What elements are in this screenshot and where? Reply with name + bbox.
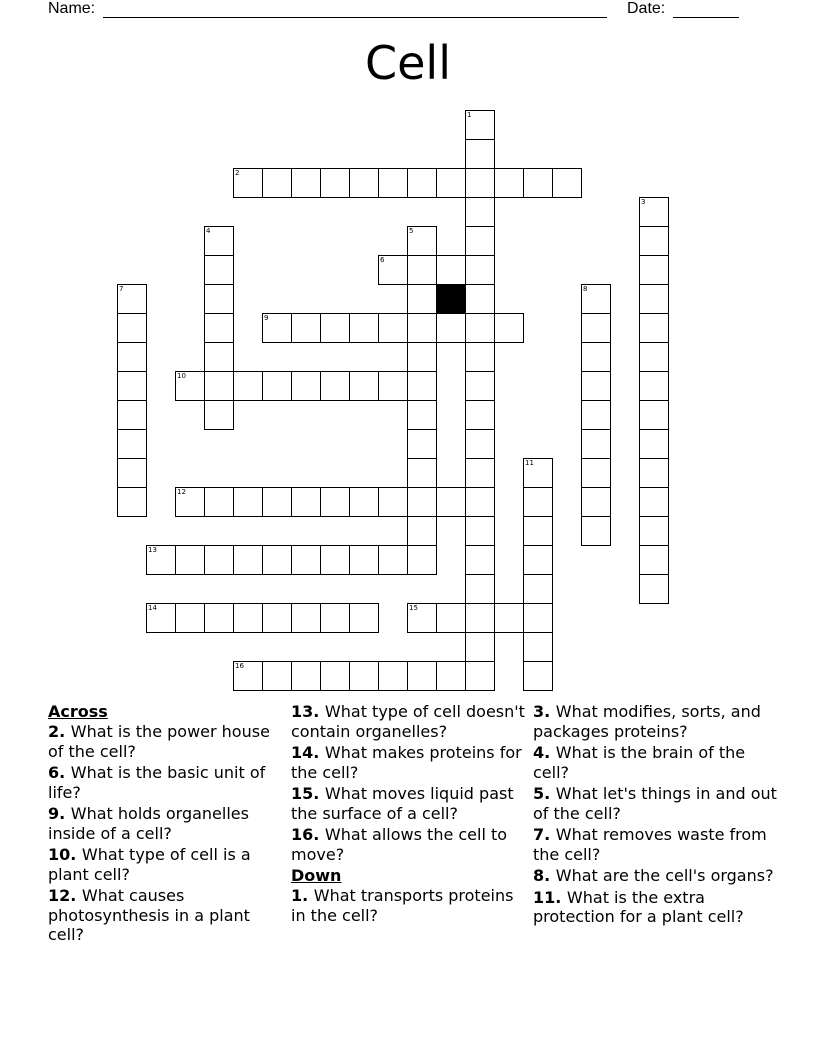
crossword-cell[interactable] xyxy=(378,545,408,575)
clue-number: 14 xyxy=(148,604,157,612)
crossword-cell[interactable] xyxy=(523,458,553,488)
crossword-cell[interactable] xyxy=(465,284,495,314)
crossword-cell[interactable] xyxy=(262,168,292,198)
crossword-cell[interactable] xyxy=(436,168,466,198)
crossword-cell[interactable] xyxy=(407,168,437,198)
crossword-cell[interactable] xyxy=(175,487,205,517)
clue-num: 11. xyxy=(533,887,567,907)
crossword-cell[interactable] xyxy=(639,429,669,459)
clue-item xyxy=(533,702,783,741)
crossword-cell[interactable] xyxy=(407,661,437,691)
crossword-cell[interactable] xyxy=(523,661,553,691)
crossword-cell[interactable] xyxy=(639,400,669,430)
clue-number: 2 xyxy=(235,169,240,177)
crossword-cell[interactable] xyxy=(291,313,321,343)
crossword-cell[interactable] xyxy=(262,313,292,343)
crossword-cell[interactable] xyxy=(581,371,611,401)
crossword-cell[interactable] xyxy=(291,661,321,691)
crossword-cell[interactable] xyxy=(581,458,611,488)
clue-num: 1. xyxy=(291,886,314,905)
crossword-cell[interactable] xyxy=(407,284,437,314)
crossword-cell[interactable] xyxy=(581,313,611,343)
crossword-cell[interactable] xyxy=(233,661,263,691)
crossword-cell[interactable] xyxy=(552,168,582,198)
clue-num: 3. xyxy=(533,702,556,721)
crossword-cell[interactable] xyxy=(581,400,611,430)
date-label: Date: xyxy=(627,0,666,17)
crossword-cell[interactable] xyxy=(639,313,669,343)
clues-column-2 xyxy=(291,702,531,927)
crossword-cell[interactable] xyxy=(204,313,234,343)
crossword-cell[interactable] xyxy=(117,284,147,314)
crossword-cell[interactable] xyxy=(407,603,437,633)
crossword-cell[interactable] xyxy=(349,545,379,575)
clue-text: What makes proteins for the cell? xyxy=(291,743,522,782)
crossword-cell[interactable] xyxy=(581,429,611,459)
crossword-cell[interactable] xyxy=(523,487,553,517)
crossword-cell[interactable] xyxy=(436,313,466,343)
crossword-cell[interactable] xyxy=(465,632,495,662)
crossword-cell[interactable] xyxy=(204,487,234,517)
crossword-cell[interactable] xyxy=(494,313,524,343)
crossword-cell[interactable] xyxy=(436,487,466,517)
crossword-cell[interactable] xyxy=(291,168,321,198)
crossword-cell[interactable] xyxy=(117,400,147,430)
clue-number: 11 xyxy=(525,459,534,467)
crossword-cell[interactable] xyxy=(465,487,495,517)
clue-item xyxy=(48,804,288,843)
clue-num: 10. xyxy=(48,845,82,864)
crossword-cell[interactable] xyxy=(494,168,524,198)
clue-number: 7 xyxy=(119,285,124,293)
crossword-cell[interactable] xyxy=(349,487,379,517)
crossword-cell[interactable] xyxy=(465,168,495,198)
crossword-cell[interactable] xyxy=(407,313,437,343)
clue-text: What modifies, sorts, and packages proteins? xyxy=(533,702,761,741)
crossword-cell[interactable] xyxy=(581,284,611,314)
clue-number: 6 xyxy=(380,256,385,264)
clue-num: 4. xyxy=(533,743,556,762)
crossword-cell[interactable] xyxy=(117,429,147,459)
clue-item xyxy=(48,722,288,761)
crossword-cell[interactable] xyxy=(117,313,147,343)
clue-number: 4 xyxy=(206,227,211,235)
crossword-cell[interactable] xyxy=(523,574,553,604)
clue-num: 15. xyxy=(291,784,325,803)
clue-text: What is the brain of the cell? xyxy=(533,743,746,782)
clue-number: 12 xyxy=(177,488,186,496)
clue-num: 16. xyxy=(291,825,325,844)
crossword-cell[interactable] xyxy=(117,458,147,488)
crossword-cell[interactable] xyxy=(465,429,495,459)
clue-text: What holds organelles inside of a cell? xyxy=(48,804,249,843)
crossword-cell[interactable] xyxy=(146,545,176,575)
crossword-cell[interactable] xyxy=(494,603,524,633)
crossword-cell[interactable] xyxy=(320,168,350,198)
crossword-cell[interactable] xyxy=(465,226,495,256)
crossword-cell[interactable] xyxy=(465,371,495,401)
name-label: Name: xyxy=(48,0,96,17)
crossword-cell[interactable] xyxy=(378,487,408,517)
crossword-cell[interactable] xyxy=(523,516,553,546)
crossword-cell[interactable] xyxy=(639,197,669,227)
crossword-cell[interactable] xyxy=(407,400,437,430)
crossword-cell[interactable] xyxy=(204,371,234,401)
down-heading: Down xyxy=(291,866,342,885)
clue-item xyxy=(291,886,531,925)
crossword-cell[interactable] xyxy=(204,284,234,314)
clue-number: 13 xyxy=(148,546,157,554)
crossword-cell[interactable] xyxy=(349,371,379,401)
crossword-cell[interactable] xyxy=(581,342,611,372)
crossword-cell[interactable] xyxy=(465,516,495,546)
crossword-cell[interactable] xyxy=(407,516,437,546)
clue-number: 10 xyxy=(177,372,186,380)
clue-text: What is the power house of the cell? xyxy=(48,722,270,761)
crossword-cell[interactable] xyxy=(639,458,669,488)
crossword-cell[interactable] xyxy=(407,342,437,372)
clue-item xyxy=(533,888,783,927)
crossword-cell[interactable] xyxy=(465,139,495,169)
crossword-cell[interactable] xyxy=(639,574,669,604)
clue-text: What type of cell doesn't contain organelles? xyxy=(291,702,525,741)
crossword-cell[interactable] xyxy=(349,661,379,691)
clue-text: What let's things in and out of the cell? xyxy=(533,784,777,823)
crossword-cell[interactable] xyxy=(639,342,669,372)
crossword-cell[interactable] xyxy=(407,226,437,256)
crossword-cell[interactable] xyxy=(204,545,234,575)
clue-item xyxy=(291,743,531,782)
crossword-cell[interactable] xyxy=(465,400,495,430)
crossword-cell[interactable] xyxy=(639,516,669,546)
crossword-cell[interactable] xyxy=(407,458,437,488)
clue-text: What transports proteins in the cell? xyxy=(291,886,514,925)
crossword-cell[interactable] xyxy=(320,661,350,691)
clue-num: 5. xyxy=(533,784,556,803)
clue-text: What removes waste from the cell? xyxy=(533,825,767,864)
crossword-cell[interactable] xyxy=(465,458,495,488)
clue-num: 6. xyxy=(48,763,71,782)
crossword-cell[interactable] xyxy=(233,603,263,633)
crossword-cell[interactable] xyxy=(407,487,437,517)
crossword-cell[interactable] xyxy=(639,545,669,575)
clue-num: 8. xyxy=(533,866,556,885)
across-heading: Across xyxy=(48,702,108,721)
crossword-cell[interactable] xyxy=(465,110,495,140)
crossword-cell[interactable] xyxy=(523,632,553,662)
crossword-cell[interactable] xyxy=(378,313,408,343)
crossword-cell[interactable] xyxy=(117,371,147,401)
crossword-cell[interactable] xyxy=(407,545,437,575)
clue-text: What allows the cell to move? xyxy=(291,825,508,864)
crossword-cell[interactable] xyxy=(204,400,234,430)
crossword-cell[interactable] xyxy=(436,255,466,285)
crossword-cell[interactable] xyxy=(581,516,611,546)
crossword-cell[interactable] xyxy=(204,342,234,372)
clue-num: 14. xyxy=(291,743,325,762)
clue-text: What are the cell's organs? xyxy=(555,866,774,885)
crossword-cell[interactable] xyxy=(291,545,321,575)
crossword-cell[interactable] xyxy=(639,284,669,314)
crossword-cell[interactable] xyxy=(465,342,495,372)
crossword-cell[interactable] xyxy=(523,168,553,198)
crossword-cell[interactable] xyxy=(378,661,408,691)
crossword-cell[interactable] xyxy=(262,371,292,401)
page-title: Cell xyxy=(365,36,451,90)
crossword-cell[interactable] xyxy=(320,487,350,517)
clue-item xyxy=(533,743,783,782)
crossword-cell[interactable] xyxy=(262,487,292,517)
clue-num: 7. xyxy=(533,825,556,844)
crossword-cell[interactable] xyxy=(639,226,669,256)
crossword-cell[interactable] xyxy=(146,603,176,633)
crossword-cell[interactable] xyxy=(465,603,495,633)
crossword-cell[interactable] xyxy=(465,197,495,227)
crossword-cell[interactable] xyxy=(349,313,379,343)
crossword-cell[interactable] xyxy=(204,226,234,256)
crossword-cell[interactable] xyxy=(204,603,234,633)
crossword-cell[interactable] xyxy=(436,661,466,691)
down-clue-list-cont xyxy=(533,702,783,927)
crossword-cell[interactable] xyxy=(175,371,205,401)
clue-number: 8 xyxy=(583,285,588,293)
across-clue-list-cont xyxy=(291,702,531,864)
crossword-cell[interactable] xyxy=(291,487,321,517)
clue-number: 9 xyxy=(264,314,269,322)
crossword-cell[interactable] xyxy=(465,661,495,691)
crossword-cell[interactable] xyxy=(465,313,495,343)
clue-num: 13. xyxy=(291,702,325,721)
crossword-cell[interactable] xyxy=(407,429,437,459)
crossword-cell[interactable] xyxy=(378,168,408,198)
crossword-cell[interactable] xyxy=(639,371,669,401)
clue-item xyxy=(533,825,783,864)
clue-number: 15 xyxy=(409,604,418,612)
across-clue-list xyxy=(48,722,288,945)
clue-text: What type of cell is a plant cell? xyxy=(48,845,251,884)
crossword-cell[interactable] xyxy=(262,661,292,691)
crossword-cell[interactable] xyxy=(407,371,437,401)
crossword-cell[interactable] xyxy=(639,255,669,285)
crossword-cell[interactable] xyxy=(204,255,234,285)
clue-item xyxy=(291,825,531,864)
crossword-cell[interactable] xyxy=(233,371,263,401)
crossword-cell[interactable] xyxy=(523,603,553,633)
crossword-cell[interactable] xyxy=(262,545,292,575)
crossword-cell[interactable] xyxy=(378,371,408,401)
crossword-cell[interactable] xyxy=(320,371,350,401)
clue-text: What moves liquid past the surface of a cell? xyxy=(291,784,514,823)
clues-column-1 xyxy=(48,702,288,947)
clue-item xyxy=(48,763,288,802)
crossword-cell[interactable] xyxy=(349,603,379,633)
crossword-cell[interactable] xyxy=(175,603,205,633)
crossword-cell[interactable] xyxy=(291,603,321,633)
crossword-cell[interactable] xyxy=(378,255,408,285)
clue-text: What causes photosynthesis in a plant cell? xyxy=(48,886,250,944)
clue-number: 5 xyxy=(409,227,414,235)
clue-item xyxy=(533,866,783,886)
clue-number: 3 xyxy=(641,198,646,206)
crossword-cell[interactable] xyxy=(407,255,437,285)
crossword-cell[interactable] xyxy=(465,574,495,604)
crossword-cell[interactable] xyxy=(291,371,321,401)
clue-item xyxy=(48,886,288,945)
clue-num: 2. xyxy=(48,722,71,741)
crossword-block xyxy=(436,284,466,314)
crossword-cell[interactable] xyxy=(320,545,350,575)
clue-item xyxy=(291,702,531,741)
crossword-cell[interactable] xyxy=(639,487,669,517)
crossword-cell[interactable] xyxy=(581,487,611,517)
clue-num: 9. xyxy=(48,804,71,823)
crossword-cell[interactable] xyxy=(233,168,263,198)
crossword-cell[interactable] xyxy=(175,545,205,575)
clue-item xyxy=(533,784,783,823)
crossword-cell[interactable] xyxy=(233,487,263,517)
clue-item xyxy=(48,845,288,884)
clue-text: What is the extra protection for a plant cell? xyxy=(533,887,744,926)
crossword-cell[interactable] xyxy=(320,313,350,343)
clue-number: 1 xyxy=(467,111,472,119)
crossword-cell[interactable] xyxy=(436,603,466,633)
crossword-cell[interactable] xyxy=(117,342,147,372)
crossword-cell[interactable] xyxy=(117,487,147,517)
crossword-cell[interactable] xyxy=(233,545,263,575)
down-clue-list xyxy=(291,886,531,925)
crossword-cell[interactable] xyxy=(465,255,495,285)
crossword-cell[interactable] xyxy=(523,545,553,575)
clue-item xyxy=(291,784,531,823)
clue-number: 16 xyxy=(235,662,244,670)
crossword-cell[interactable] xyxy=(349,168,379,198)
crossword-cell[interactable] xyxy=(262,603,292,633)
clue-num: 12. xyxy=(48,886,82,905)
crossword-cell[interactable] xyxy=(320,603,350,633)
crossword-cell[interactable] xyxy=(465,545,495,575)
clue-text: What is the basic unit of life? xyxy=(48,763,266,802)
clues-column-3 xyxy=(533,702,783,929)
